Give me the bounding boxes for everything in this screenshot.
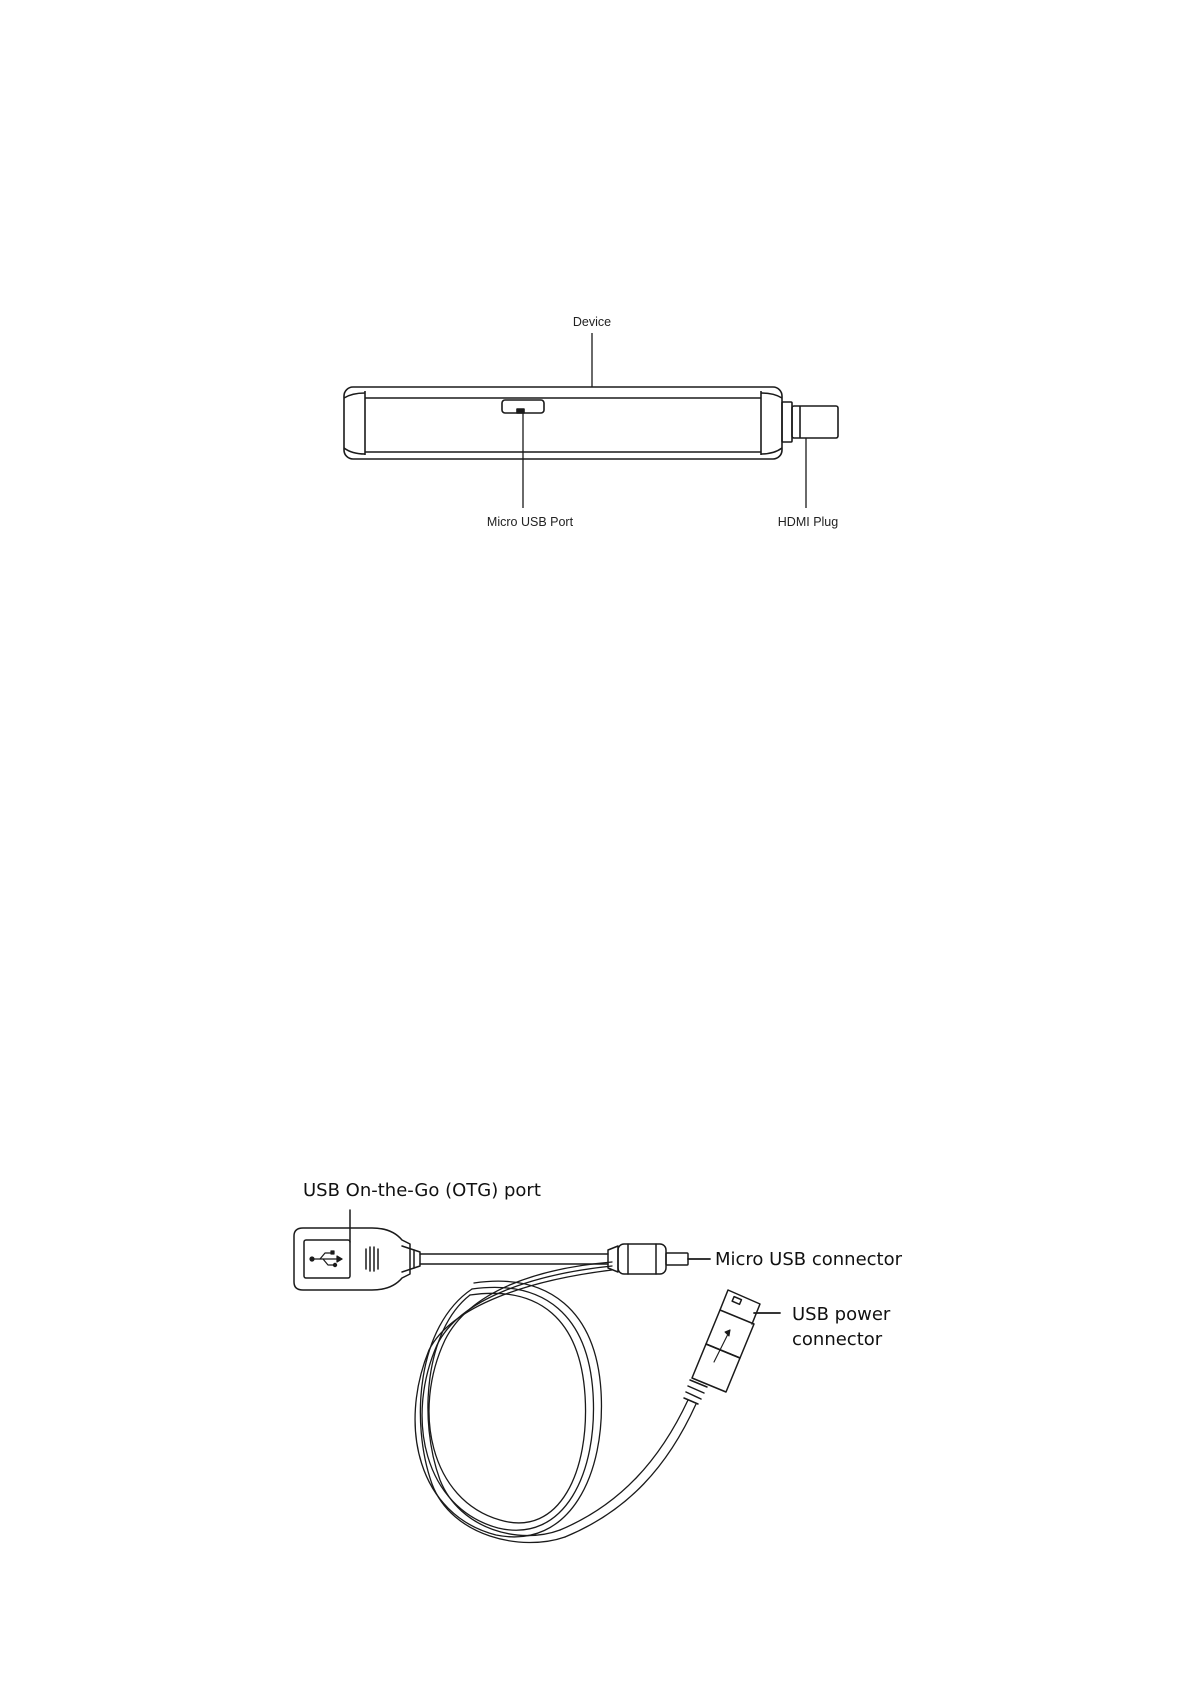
otg-port-label: USB On-the-Go (OTG) port — [303, 1180, 541, 1201]
cable-coil — [415, 1262, 696, 1543]
micro-usb-port-label: Micro USB Port — [486, 515, 574, 529]
micro-usb-connector-icon — [608, 1244, 688, 1274]
micro-usb-connector-label: Micro USB connector — [715, 1249, 903, 1270]
usb-power-connector-label-line2: connector — [792, 1329, 883, 1350]
usb-power-connector-label-line1: USB power — [792, 1304, 891, 1325]
device-body — [344, 387, 782, 459]
usb-power-connector-icon — [684, 1290, 760, 1404]
usb-symbol-icon — [310, 1251, 342, 1267]
otg-port-housing — [294, 1228, 420, 1290]
device-label: Device — [572, 315, 612, 329]
device-figure — [344, 333, 838, 508]
hdmi-plug-icon — [782, 402, 838, 442]
cable-straight-segment — [420, 1254, 608, 1264]
hdmi-plug-label: HDMI Plug — [777, 515, 839, 529]
device-micro-usb-port-icon — [502, 400, 544, 413]
otg-cable-figure — [294, 1210, 780, 1543]
